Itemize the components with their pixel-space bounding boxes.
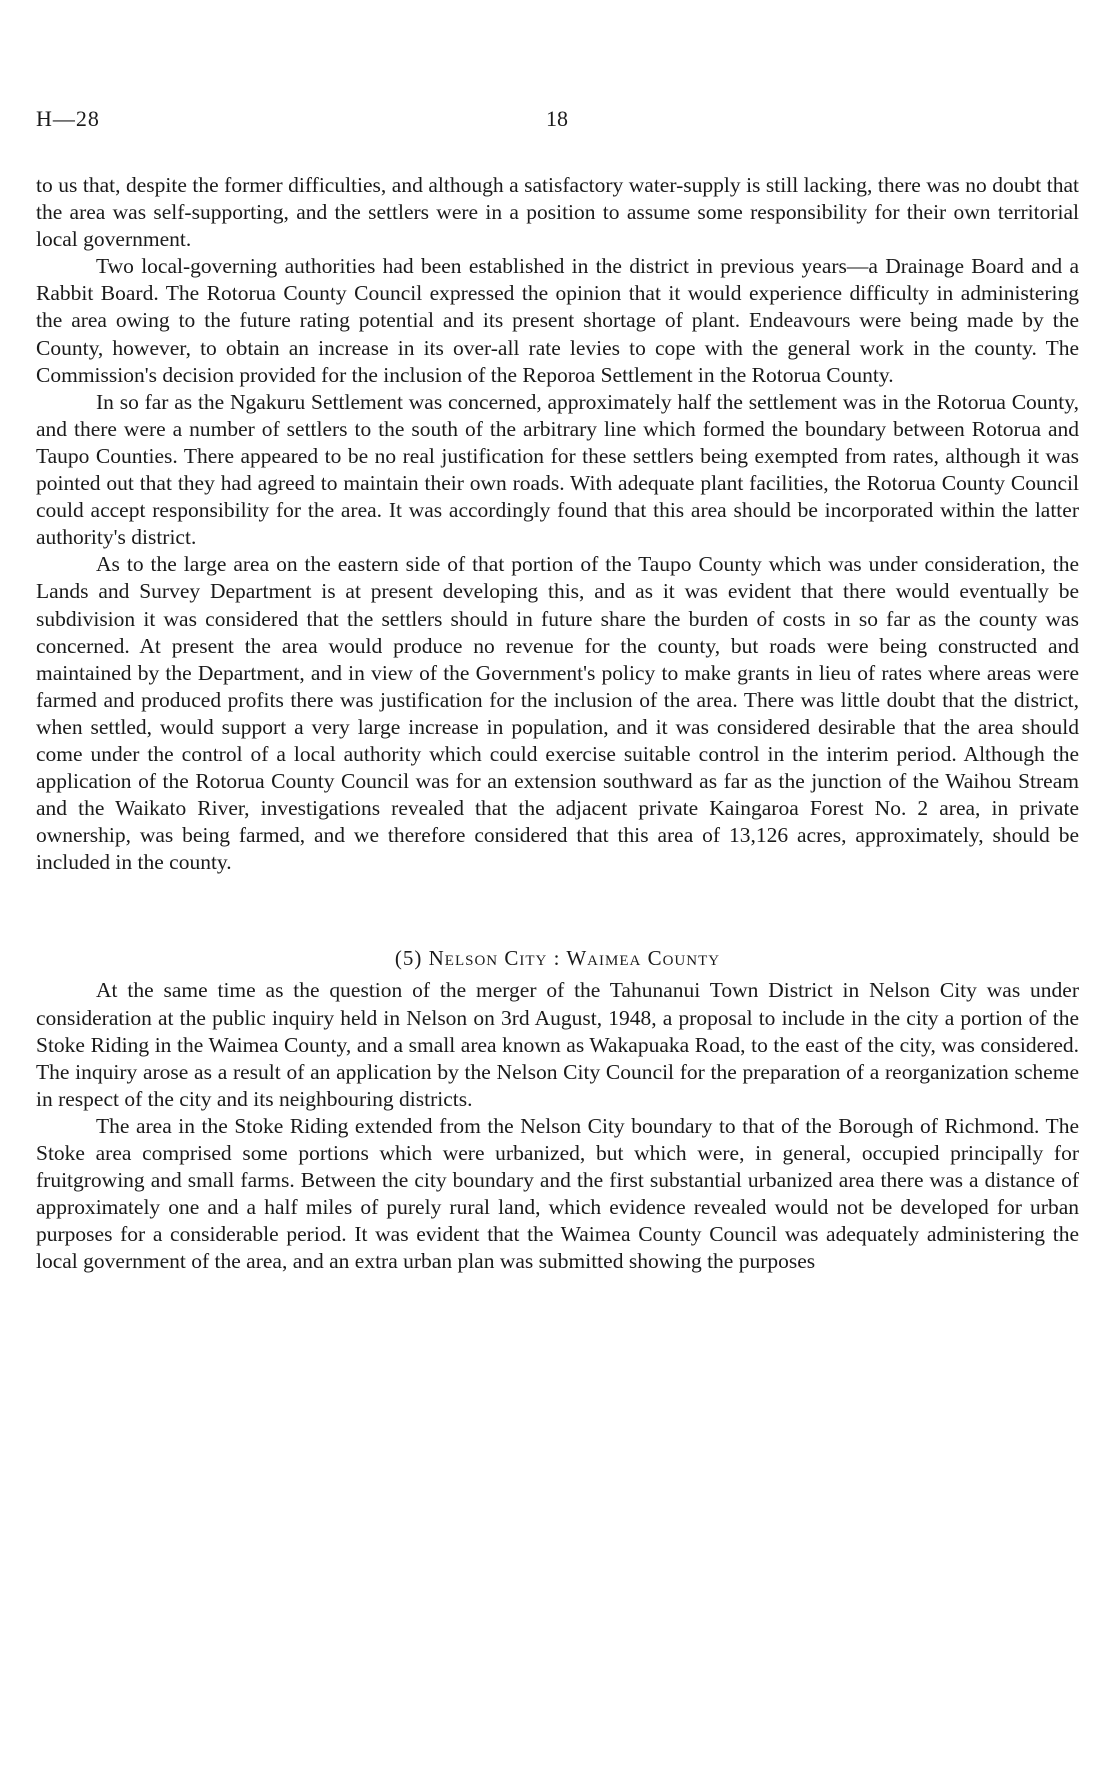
paragraph: At the same time as the question of the merger of the Tahunanui Town District in Nelson City was under consideration at the public inquiry held in Nelson on 3rd August, 1948, a proposal to include in the city a portion of the Stoke Riding in the Waimea County, and a small area known as Wakapuaka Road, to the east of the city, was considered. The inquiry arose as a result of an application by the Nelson City Council for the preparation of a reorganization scheme in respect of the city and its neighbouring districts.	[36, 978, 1079, 1111]
running-header	[0, 106, 1114, 136]
paragraph: In so far as the Ngakuru Settlement was concerned, approximately half the settlement was in the Rotorua County, and there were a number of settlers to the south of the arbitrary line which formed the boundary between Rotorua and Taupo Counties. There appeared to be no real justification for these settlers being exempted from rates, although it was pointed out that they had agreed to maintain their own roads. With adequate plant facilities, the Rotorua County Council could accept responsibility for the area. It was accordingly found that this area should be incorporated within the latter authority's district.	[36, 389, 1079, 550]
section-heading: (5) Nelson City : Waimea County	[394, 946, 721, 971]
paragraph: As to the large area on the eastern side of that portion of the Taupo County which was under consideration, the Lands and Survey Department is at present developing this, and as it was evident that there would eventually be subdivision it was considered that the settlers should in future share the burden of costs in so far as the county was concerned. At present the area would produce no revenue for the county, but roads were being constructed and maintained by the Department, and in view of the Government's policy to make grants in lieu of rates where areas were farmed and produced profits there was justification for the inclusion of the area. There was little doubt that the district, when settled, would support a very large increase in population, and it was considered desirable that the area should come under the control of a local authority which could exercise suitable control in the interim period. Although the application of the Rotorua County Council was for an extension southward as far as the junction of the Waihou Stream and the Waikato River, investigations revealed that the adjacent private Kaingaroa Forest No. 2 area, in private ownership, was being farmed, and we therefore considered that this area of 13,126 acres, approximately, should be included in the county.	[36, 552, 1079, 875]
paragraph: Two local-governing authorities had been established in the district in previous years—a Drainage Board and a Rabbit Board. The Rotorua County Council expressed the opinion that it would experience difficulty in administering the area owing to the future rating potential and its present shortage of plant. Endeavours were being made by the County, however, to obtain an increase in its over-all rate levies to cope with the general work in the county. The Commission's decision provided for the inclusion of the Reporoa Settlement in the Rotorua County.	[36, 254, 1079, 387]
body-text	[36, 172, 1079, 1275]
paragraph-continued: to us that, despite the former difficulties, and although a satisfactory water-supply is still lacking, there was no doubt that the area was self-supporting, and the settlers were in a position to assume some responsibility for their own territorial local government.	[36, 173, 1079, 252]
page-number: 18	[546, 106, 568, 131]
document-reference: H—28	[36, 106, 100, 131]
paragraph: The area in the Stoke Riding extended from the Nelson City boundary to that of the Borough of Richmond. The Stoke area comprised some portions which were urbanized, but which were, in general, occupied principally for fruitgrowing and small farms. Between the city boundary and the first substantial urbanized area there was a distance of approximately one and a half miles of purely rural land, which evidence revealed would not be developed for urban purposes for a considerable period. It was evident that the Waimea County Council was adequately administering the local government of the area, and an extra urban plan was submitted showing the purposes	[36, 1113, 1079, 1274]
